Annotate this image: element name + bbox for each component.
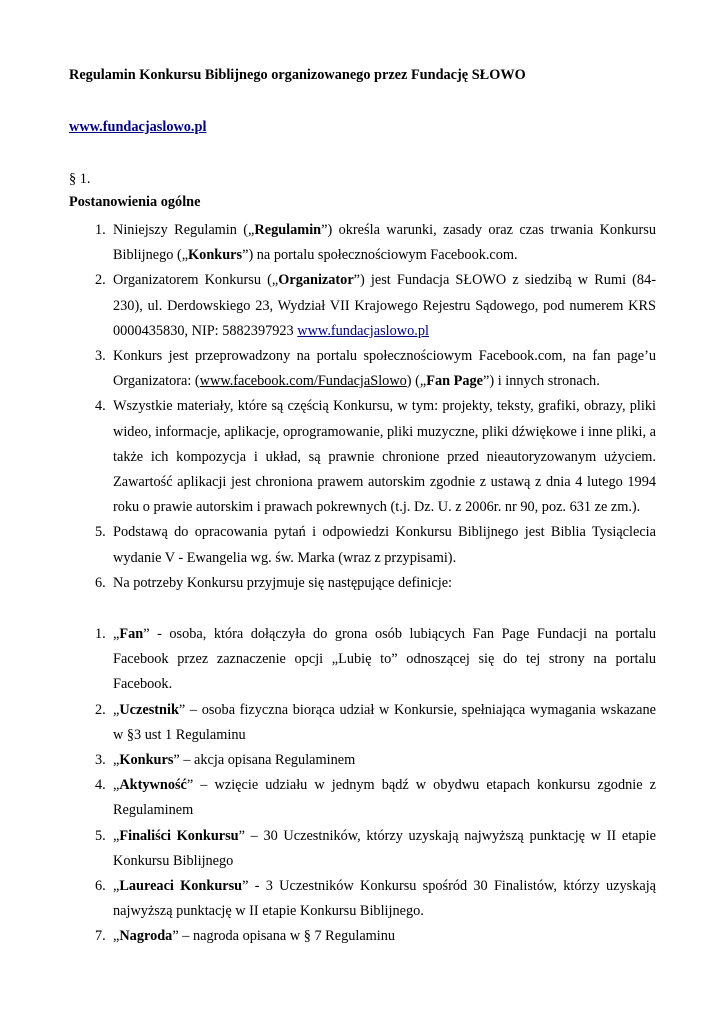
defined-term: Organizator [278,272,354,289]
provision-item: 4. Wszystkie materiały, które są częścią Konkursu, w tym: projekty, teksty, grafiki, obrazy, pliki wideo, informacje, aplikacje, oprogramowanie, pliki muzyczne, pliki dźwiękowe i inne pliki, a także ich kompozycja i układ, są prawnie chronione przed nieautoryzowanym użyciem. Zawartość aplikacji jest chroniona prawem autorskim zgodnie z ustawą z dnia 4 lutego 1994 roku o prawie autorskim i prawach pokrewnych (t.j. Dz. U. z 2006r. nr 90, poz. 631 ze zm.). [0,394,656,520]
provisions-list [0,218,724,596]
item-number: 1. [95,626,106,642]
definition-item: 2. „Uczestnik” – osoba fizyczna biorąca udział w Konkursie, spełniająca wymagania wskazane w §3 ust 1 Regulaminu [0,698,656,748]
defined-term: Konkurs [188,247,243,264]
definition-item: 1. „Fan” - osoba, która dołączyła do grona osób lubiących Fan Page Fundacji na portalu Facebook przez zaznaczenie opcji „Lubię to” odnoszącej się do tej strony na portalu Facebook. [0,622,656,698]
definition-item: 7. „Nagroda” – nagroda opisana w § 7 Regulaminu [0,924,656,949]
item-number: 3. [95,348,106,365]
defined-term: Uczestnik [119,701,179,718]
item-number: 6. [95,574,106,591]
defined-term: Konkurs [119,752,174,769]
section-heading: Postanowienia ogólne [69,194,201,210]
defined-term: Fan Page [426,373,484,390]
definition-item: 6. „Laureaci Konkursu” - 3 Uczestników Konkursu spośród 30 Finalistów, którzy uzyskają najwyższą punktację w II etapie Konkursu Biblijnego. [0,874,656,924]
item-number: 3. [95,752,106,769]
item-number: 2. [95,272,106,289]
defined-term: Finaliści Konkursu [119,827,239,844]
item-number: 4. [95,398,106,415]
provision-item: 6. Na potrzeby Konkursu przyjmuje się następujące definicje: [0,571,656,596]
item-number: 5. [95,524,106,541]
provision-item: 5. Podstawą do opracowania pytań i odpowiedzi Konkursu Biblijnego jest Biblia Tysiąclecia wydanie V - Ewangelia wg. św. Marka (wraz z przypisami). [0,520,656,570]
website-link[interactable]: www.fundacjaslowo.pl [69,119,207,135]
defined-term: Nagroda [119,928,173,945]
organizer-website-link[interactable]: www.fundacjaslowo.pl [297,322,429,339]
document-title: Regulamin Konkursu Biblijnego organizowanego przez Fundację SŁOWO [69,67,526,83]
item-number: 6. [95,878,106,895]
defined-term: Regulamin [254,222,322,238]
item-number: 1. [95,222,106,238]
definitions-list [0,622,724,950]
provision-item: 3. Konkurs jest przeprowadzony na portalu społecznościowym Facebook.com, na fan page’u Organizatora: (www.facebook.com/FundacjaSlowo) („Fan Page”) i innych stronach. [0,344,656,394]
paragraph-mark: § 1. [69,171,91,187]
defined-term: Laureaci Konkursu [119,878,243,895]
defined-term: Fan [119,626,144,642]
facebook-page-link[interactable]: www.facebook.com/FundacjaSlowo [199,373,407,390]
defined-term: Aktywność [119,777,187,794]
provision-item: 2. Organizatorem Konkursu („Organizator”) jest Fundacja SŁOWO z siedzibą w Rumi (84-230), ul. Derdowskiego 23, Wydział VII Krajowego Rejestru Sądowego, pod numerem KRS 0000435830, NIP: 5882397923 www.fundacjaslowo.pl [0,268,656,344]
definition-item: 4. „Aktywność” – wzięcie udziału w jednym bądź w obydwu etapach konkursu zgodnie z Regulaminem [0,773,656,823]
definition-item: 3. „Konkurs” – akcja opisana Regulaminem [0,748,656,773]
item-number: 5. [95,827,106,844]
item-number: 2. [95,701,106,718]
provision-item: 1. Niniejszy Regulamin („Regulamin”) określa warunki, zasady oraz czas trwania Konkursu Biblijnego („Konkurs”) na portalu społecznościowym Facebook.com. [0,218,656,268]
item-number: 4. [95,777,106,794]
definition-item: 5. „Finaliści Konkursu” – 30 Uczestników, którzy uzyskają najwyższą punktację w II etapie Konkursu Biblijnego [0,824,656,874]
item-number: 7. [95,928,106,945]
